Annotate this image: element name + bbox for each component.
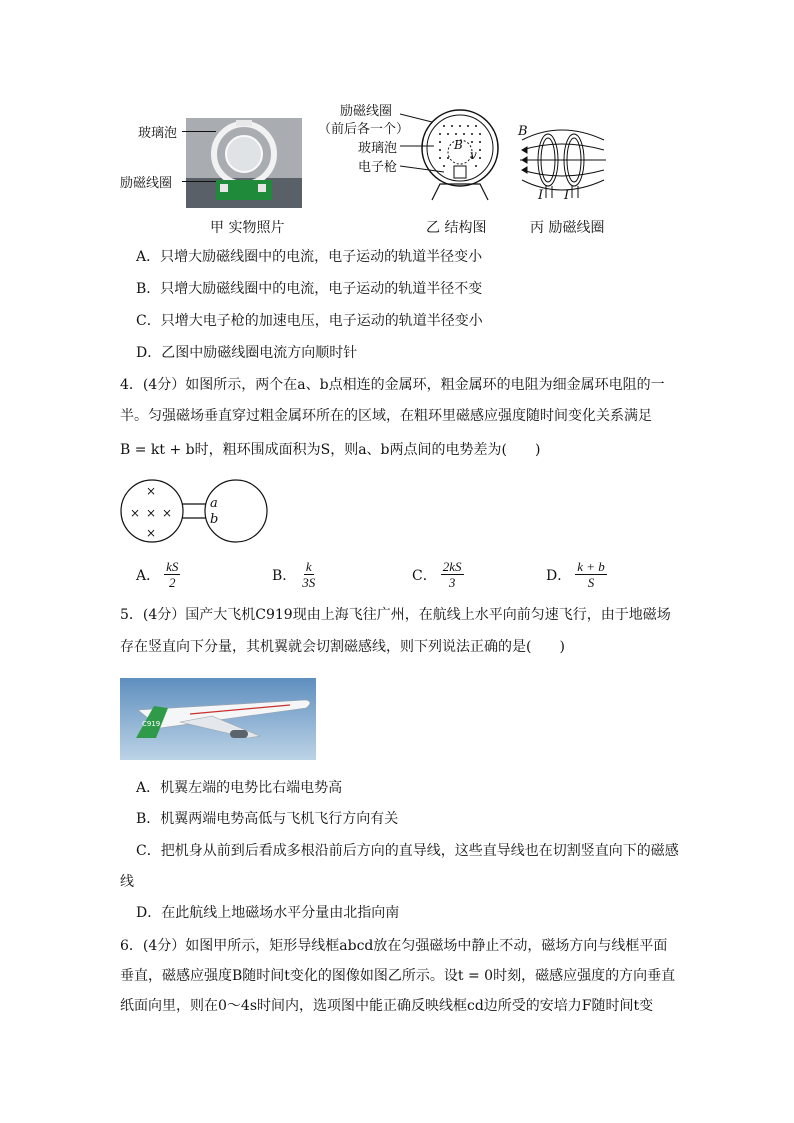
- numerator: 2kS: [442, 559, 462, 574]
- q4-ring-diagram: [120, 478, 270, 544]
- q4-option-a[interactable]: [136, 559, 180, 590]
- label-point-b: b: [210, 512, 219, 527]
- q5-stem-line-1: 5．(4分）国产大飞机C919现由上海飞往广州，在航线上水平向前匀速飞行，由于地磁场: [120, 607, 671, 623]
- caption-photo: 甲 实物照片: [210, 220, 285, 236]
- symbol-B-coil: B: [518, 124, 528, 139]
- label-coil-structure: 励磁线圈: [340, 104, 393, 119]
- plane-photo: [120, 678, 316, 760]
- q4-option-c[interactable]: [412, 559, 464, 590]
- caption-structure: 乙 结构图: [426, 220, 487, 236]
- caption-coil: 丙 励磁线圈: [530, 220, 605, 236]
- cross-mark: ×: [162, 506, 173, 520]
- q6-stem-line-3: 纸面向里，则在0～4s时间内，选项图中能正确反映线框cd边所受的安培力F随时间t变: [120, 998, 654, 1014]
- pointer-line: [182, 131, 216, 132]
- option-letter: B．: [272, 567, 297, 584]
- symbol-I-coil-left: I: [538, 188, 544, 203]
- fraction: [575, 559, 607, 590]
- q4-option-d[interactable]: [546, 559, 607, 590]
- q5-stem-line-2: 存在竖直向下分量，其机翼就会切割磁感线，则下列说法正确的是( ): [120, 639, 565, 655]
- q6-stem-line-2: 垂直，磁感应强度B随时间t变化的图像如图乙所示。设t = 0时刻，磁感应强度的方向垂直: [120, 968, 676, 984]
- coil-diagram: [518, 124, 608, 206]
- denominator: 3S: [302, 575, 316, 590]
- symbol-v-structure: v: [470, 148, 477, 162]
- q5-option-c[interactable]: C．把机身从前到后看成多根沿前后方向的直导线，这些直导线也在切割竖直向下的磁感: [136, 843, 679, 859]
- fraction: [164, 559, 180, 590]
- pointer-line: [182, 181, 216, 182]
- symbol-B-structure: B: [454, 138, 463, 152]
- label-point-a: a: [210, 496, 218, 511]
- option-letter: C．: [412, 567, 437, 584]
- q4-option-b[interactable]: [272, 559, 317, 590]
- label-coil-photo: 励磁线圈: [120, 176, 173, 191]
- q3-option-a[interactable]: A．只增大励磁线圈中的电流，电子运动的轨道半径变小: [136, 249, 483, 265]
- q3-option-d[interactable]: D．乙图中励磁线圈电流方向顺时针: [136, 345, 358, 361]
- structure-diagram: [400, 104, 510, 204]
- q6-stem-line-1: 6．(4分）如图甲所示，矩形导线框abcd放在匀强磁场中静止不动，磁场方向与线框平面: [120, 938, 668, 954]
- cross-mark: ×: [146, 506, 157, 520]
- cross-mark: ×: [146, 484, 157, 498]
- label-coil-note: （前后各一个）: [318, 122, 410, 137]
- numerator: k: [305, 559, 312, 574]
- cross-mark: ×: [130, 506, 141, 520]
- fraction: [441, 559, 464, 590]
- label-glass-bulb-photo: 玻璃泡: [138, 126, 178, 141]
- option-letter: D．: [546, 567, 572, 584]
- numerator: k + b: [577, 559, 605, 574]
- denominator: S: [587, 575, 595, 590]
- q3-option-b[interactable]: B．只增大励磁线圈中的电流，电子运动的轨道半径不变: [136, 281, 483, 297]
- q3-option-c[interactable]: C．只增大电子枪的加速电压，电子运动的轨道半径变小: [136, 313, 483, 329]
- q5-option-c-cont: 线: [120, 874, 134, 890]
- numerator: kS: [166, 559, 179, 574]
- q5-option-a[interactable]: A．机翼左端的电势比右端电势高: [136, 780, 343, 796]
- q5-option-d[interactable]: D．在此航线上地磁场水平分量由北指向南: [136, 905, 400, 921]
- symbol-I-coil-right: I: [564, 188, 570, 203]
- option-letter: A．: [136, 567, 161, 584]
- denominator: 3: [448, 575, 456, 590]
- label-electron-gun: 电子枪: [358, 160, 398, 175]
- denominator: 2: [169, 575, 176, 590]
- q5-option-b[interactable]: B．机翼两端电势高低与飞机飞行方向有关: [136, 811, 399, 827]
- q4-stem-line-3: B = kt + b时，粗环围成面积为S，则a、b两点间的电势差为( ): [120, 442, 541, 458]
- fraction: [300, 559, 317, 590]
- q4-stem-line-2: 半。匀强磁场垂直穿过粗金属环所在的区域，在粗环里磁感应强度随时间变化关系满足: [120, 408, 652, 424]
- cross-mark: ×: [146, 526, 157, 540]
- q4-stem-line-1: 4．(4分）如图所示，两个在a、b点相连的金属环，粗金属环的电阻为细金属环电阻的一: [120, 377, 665, 393]
- plane-tail-text: C919: [142, 720, 161, 728]
- label-glass-bulb-structure: 玻璃泡: [358, 141, 398, 156]
